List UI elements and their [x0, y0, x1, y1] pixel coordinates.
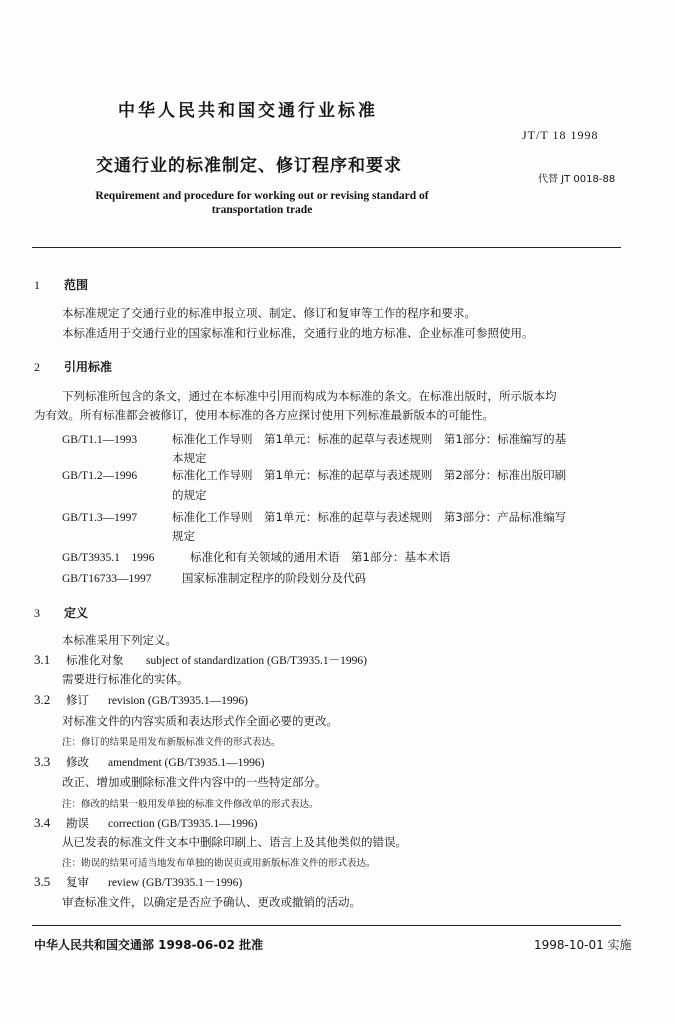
approval-line: 中华人民共和国交通部 1998-06-02 批准 — [34, 938, 264, 952]
definition-number: 3.5 — [34, 874, 51, 889]
footer-rule — [32, 925, 621, 926]
paragraph: 本标准采用下列定义。 — [62, 633, 177, 647]
definition-note: 注：修订的结果是用发布新版标准文件的形式表达。 — [62, 737, 281, 748]
paragraph: 下列标准所包含的条文，通过在本标准中引用而构成为本标准的条文。在标准出版时，所示版本均 — [62, 389, 557, 403]
section-1-heading — [34, 276, 88, 293]
section-2-heading — [34, 358, 112, 375]
definition-number: 3.2 — [34, 692, 51, 707]
replaces-standard: 代替 JT 0018-88 — [538, 174, 616, 185]
reference-title: 标准化工作导则 第1单元：标准的起草与表述规则 第3部分：产品标准编写 — [172, 510, 567, 524]
section-title: 范围 — [64, 278, 89, 292]
reference-code: GB/T1.1—1993 — [62, 434, 138, 446]
definition-term — [34, 815, 257, 831]
term-en: revision (GB/T3935.1—1996) — [108, 695, 248, 707]
effective-date: 1998-10-01 实施 — [534, 938, 632, 952]
definition-text: 审查标准文件，以确定是否应予确认、更改或撤销的活动。 — [62, 895, 361, 909]
section-3-heading — [34, 604, 88, 621]
section-title: 引用标准 — [64, 360, 113, 374]
reference-continuation: 规定 — [172, 529, 195, 543]
reference-title: 国家标准制定程序的阶段划分及代码 — [182, 571, 366, 585]
term-en: amendment (GB/T3935.1—1996) — [108, 757, 265, 769]
reference-item — [62, 431, 566, 447]
definition-text: 改正、增加或删除标准文件内容中的一些特定部分。 — [62, 775, 327, 789]
definition-term — [34, 874, 242, 890]
reference-item — [62, 509, 566, 525]
definition-note: 注：勘误的结果可适当地发布单独的勘误页或用新版标准文件的形式表达。 — [62, 858, 376, 869]
reference-item — [62, 467, 566, 483]
ministry-header: 中华人民共和国交通行业标准 — [118, 101, 378, 121]
term-en: subject of standardization (GB/T3935.1－1996) — [146, 655, 368, 667]
reference-code: GB/T16733—1997 — [62, 573, 152, 585]
definition-note: 注：修改的结果一般用发单独的标准文件修改单的形式表达。 — [62, 799, 319, 810]
term-cn: 修改 — [66, 755, 89, 769]
header-rule — [32, 247, 621, 248]
reference-continuation: 的规定 — [172, 488, 207, 502]
definition-text: 从已发表的标准文件文本中删除印刷上、语言上及其他类似的错误。 — [62, 835, 407, 849]
reference-item — [62, 570, 366, 586]
section-title: 定义 — [64, 606, 89, 620]
reference-code: GB/T1.2—1996 — [62, 470, 138, 482]
paragraph: 本标准规定了交通行业的标准申报立项、制定、修订和复审等工作的程序和要求。 — [62, 306, 476, 320]
paragraph: 为有效。所有标准都会被修订，使用本标准的各方应探讨使用下列标准最新版本的可能性。 — [34, 408, 494, 422]
reference-title: 标准化工作导则 第1单元：标准的起草与表述规则 第1部分：标准编写的基 — [172, 432, 567, 446]
term-cn: 标准化对象 — [66, 653, 124, 667]
section-number: 3 — [34, 606, 40, 620]
term-cn: 勘误 — [66, 816, 89, 830]
term-en: review (GB/T3935.1－1996) — [108, 877, 243, 889]
reference-code: GB/T3935.1 1996 — [62, 552, 155, 564]
definition-number: 3.1 — [34, 652, 51, 667]
standard-number: JT/T 18 1998 — [522, 128, 599, 142]
title-chinese: 交通行业的标准制定、修订程序和要求 — [96, 156, 402, 176]
reference-item — [62, 549, 450, 565]
definition-text: 对标准文件的内容实质和表达形式作全面必要的更改。 — [62, 714, 338, 728]
term-en: correction (GB/T3935.1—1996) — [108, 818, 258, 830]
definition-number: 3.3 — [34, 754, 51, 769]
term-cn: 修订 — [66, 693, 89, 707]
title-english: Requirement and procedure for working out or revising standard of transportation trade — [95, 190, 429, 216]
reference-title: 标准化工作导则 第1单元：标准的起草与表述规则 第2部分：标准出版印刷 — [172, 468, 567, 482]
definition-text: 需要进行标准化的实体。 — [62, 672, 189, 686]
reference-title: 标准化和有关领域的通用术语 第1部分：基本术语 — [190, 550, 451, 564]
section-number: 1 — [34, 278, 40, 292]
definition-term — [34, 692, 248, 708]
definition-number: 3.4 — [34, 815, 51, 830]
definition-term — [34, 652, 367, 668]
reference-code: GB/T1.3—1997 — [62, 512, 138, 524]
term-cn: 复审 — [66, 875, 89, 889]
reference-continuation: 本规定 — [172, 451, 207, 465]
paragraph: 本标准适用于交通行业的国家标准和行业标准，交通行业的地方标准、企业标准可参照使用。 — [62, 326, 534, 340]
definition-term — [34, 754, 265, 770]
section-number: 2 — [34, 360, 40, 374]
